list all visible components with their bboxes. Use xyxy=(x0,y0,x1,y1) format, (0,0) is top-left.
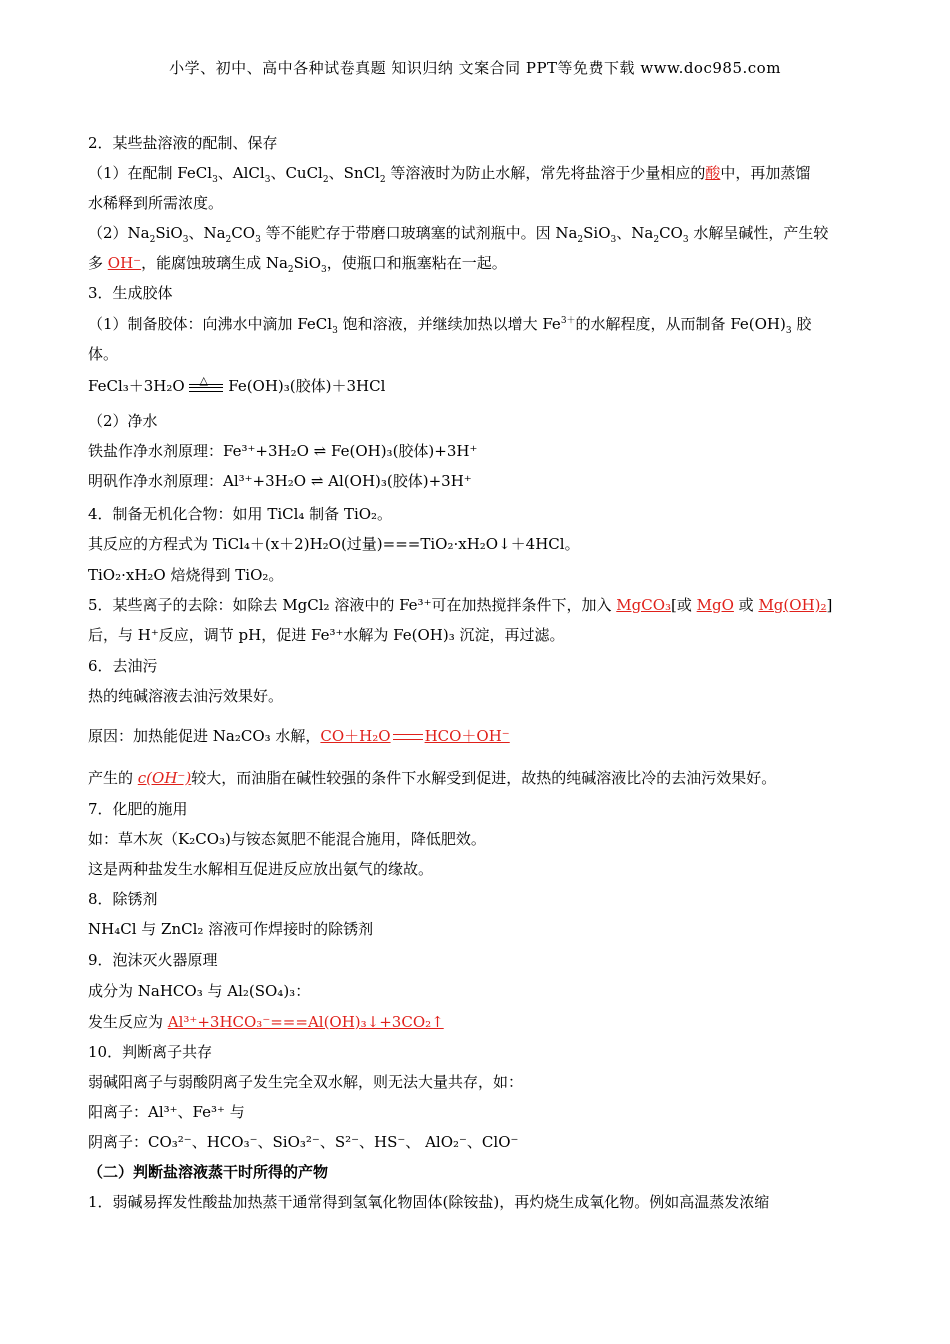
section-6-title: 6．去油污 xyxy=(88,657,158,675)
section-4-title: 4．制备无机化合物：如用 TiCl₄ 制备 TiO₂。 xyxy=(88,505,393,523)
s2-p1-line1: （1）在配制 FeCl$_3$、AlCl$_3$、CuCl$_2$、SnCl$_2$ 等溶液时为防止水解，常先将盐溶于少量相应的酸中，再加蒸馏 xyxy=(88,164,811,185)
oh-answer: OH⁻ xyxy=(107,254,142,272)
part-2-title: （二）判断盐溶液蒸干时所得的产物 xyxy=(88,1163,329,1181)
s3-p1-line2: 体。 xyxy=(88,345,119,363)
section-3-title: 3．生成胶体 xyxy=(88,284,173,302)
s4-p2: TiO₂·xH₂O 焙烧得到 TiO₂。 xyxy=(88,566,284,584)
s4-equation: 其反应的方程式为 TiCl₄＋(x＋2)H₂O(过量)===TiO₂·xH₂O↓＋4HCl。 xyxy=(88,535,580,553)
alum-purify: 明矾作净水剂原理：Al³⁺+3H₂O ⇌ Al(OH)₃(胶体)+3H⁺ xyxy=(88,472,472,490)
s2-p1-line2: 水稀释到所需浓度。 xyxy=(88,194,224,212)
s2-p2-line2: 多 OH⁻，能腐蚀玻璃生成 $Na_2SiO_3$，使瓶口和瓶塞粘在一起。 xyxy=(88,254,507,275)
s8-p1: NH₄Cl 与 ZnCl₂ 溶液可作焊接时的除锈剂 xyxy=(88,920,374,938)
s6-p2: 原因：加热能促进 Na₂CO₃ 水解，CO＋H₂O HCO＋OH⁻ xyxy=(88,727,510,745)
cations-line: 阳离子：Al³⁺、Fe³⁺ 与 xyxy=(88,1103,245,1121)
s9-p2: 发生反应为 Al³⁺+3HCO₃⁻===Al(OH)₃↓+3CO₂↑ xyxy=(88,1013,444,1031)
s3-p2: （2）净水 xyxy=(88,412,158,430)
part2-p1: 1．弱碱易挥发性酸盐加热蒸干通常得到氢氧化物固体(除铵盐)，再灼烧生成氧化物。例如高温蒸发浓缩 xyxy=(88,1193,770,1211)
section-7-title: 7．化肥的施用 xyxy=(88,800,188,818)
acid-answer: 酸 xyxy=(705,164,721,182)
colloid-equation: FeCl₃＋3H₂O △ Fe(OH)₃(胶体)＋3HCl xyxy=(88,374,386,395)
s6-p1: 热的纯碱溶液去油污效果好。 xyxy=(88,687,284,705)
s3-p1-line1: （1）制备胶体：向沸水中滴加 FeCl$_3$ 饱和溶液，并继续加热以增大 $Fe^{3+}$的水解程度，从而制备 $Fe(OH)_3$ 胶 xyxy=(88,315,812,336)
iron-salt-purify: 铁盐作净水剂原理：Fe³⁺+3H₂O ⇌ Fe(OH)₃(胶体)+3H⁺ xyxy=(88,442,478,460)
s7-p2: 这是两种盐发生水解相互促进反应放出氨气的缘故。 xyxy=(88,860,434,878)
s6-p3: 产生的 c(OH⁻)较大，而油脂在碱性较强的条件下水解受到促进，故热的纯碱溶液比冷的去油污效果好。 xyxy=(88,769,777,787)
section-2-title: 2．某些盐溶液的配制、保存 xyxy=(88,134,278,152)
heat-equals-sign: △ xyxy=(189,377,223,397)
section-9-title: 9．泡沫灭火器原理 xyxy=(88,951,218,969)
s10-p1: 弱碱阳离子与弱酸阴离子发生完全双水解，则无法大量共存，如： xyxy=(88,1073,524,1091)
s7-p1: 如：草木灰（K₂CO₃)与铵态氮肥不能混合施用，降低肥效。 xyxy=(88,830,486,848)
s5-line1: 5．某些离子的去除：如除去 MgCl₂ 溶液中的 Fe³⁺可在加热搅拌条件下，加入 MgCO₃[或 MgO 或 Mg(OH)₂] xyxy=(88,596,833,614)
page-header: 小学、初中、高中各种试卷真题 知识归纳 文案合同 PPT等免费下载 www.doc985.com xyxy=(169,59,781,77)
s2-p2-line1: $(2)Na_2SiO_3$、$Na_2CO_3$ 等不能贮存于带磨口玻璃塞的试剂瓶中。因 $Na_2SiO_3$、$Na_2CO_3$ 水解呈碱性，产生较 xyxy=(88,224,829,245)
s9-p1: 成分为 NaHCO₃ 与 Al₂(SO₄)₃： xyxy=(88,982,311,1000)
section-8-title: 8．除锈剂 xyxy=(88,890,158,908)
anions-line: 阴离子：CO₃²⁻、HCO₃⁻、SiO₃²⁻、S²⁻、HS⁻、 AlO₂⁻、ClO⁻ xyxy=(88,1133,519,1151)
foam-reaction: Al³⁺+3HCO₃⁻===Al(OH)₃↓+3CO₂↑ xyxy=(167,1013,444,1031)
section-10-title: 10．判断离子共存 xyxy=(88,1043,213,1061)
s5-line2: 后，与 H⁺反应，调节 pH，促进 Fe³⁺水解为 Fe(OH)₃ 沉淀，再过滤。 xyxy=(88,626,565,644)
